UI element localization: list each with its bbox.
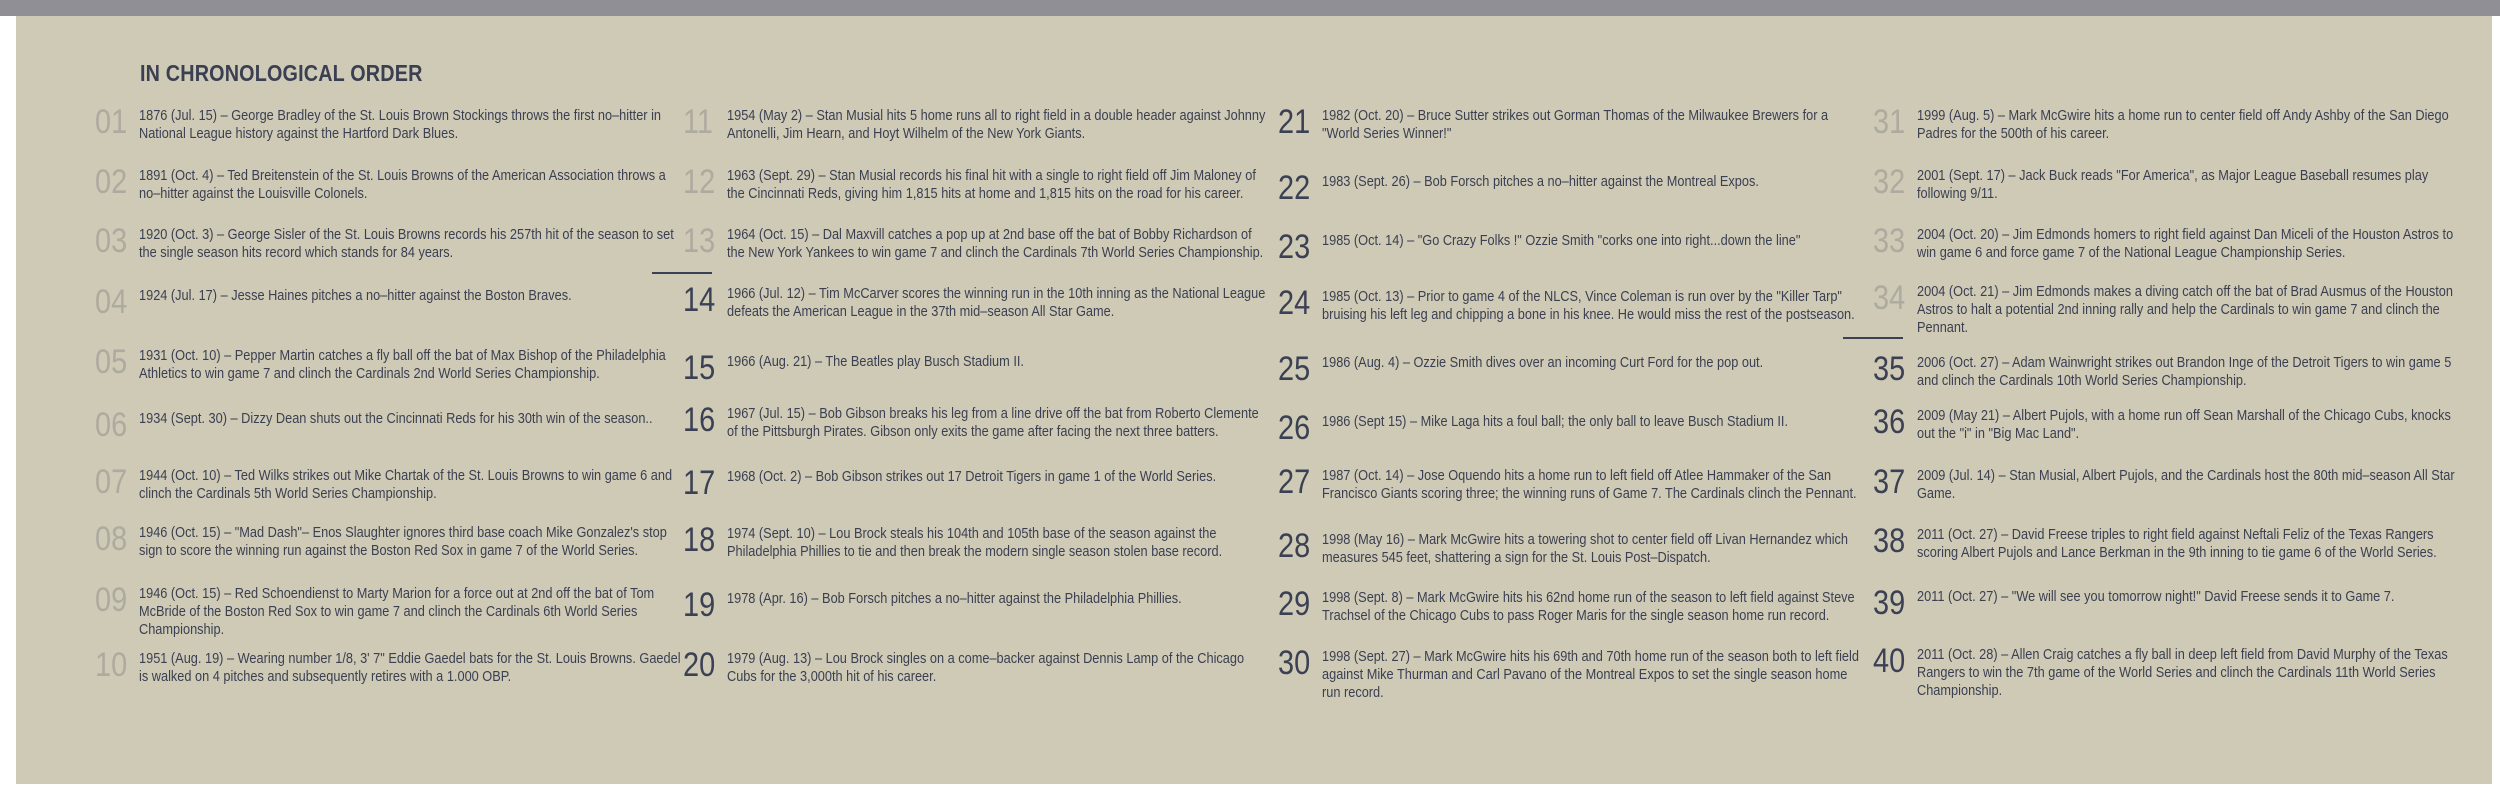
entry-text: 1966 (Aug. 21) – The Beatles play Busch Stadium II. (727, 354, 1024, 370)
top-bar (0, 0, 2500, 16)
entry-number: 13 (683, 222, 716, 260)
entry-number: 06 (95, 406, 128, 444)
era-divider (652, 272, 712, 274)
entry-number: 26 (1278, 409, 1311, 447)
entry-text: 1979 (Aug. 13) – Lou Brock singles on a come–backer against Dennis Lamp of the Chicago Cubs for the 3,000th hit of his career. (727, 651, 1245, 685)
entry-number: 10 (95, 646, 128, 684)
entry-text: 1946 (Oct. 15) – Red Schoendienst to Marty Marion for a force out at 2nd off the bat of Tom McBride of the Boston Red Sox to win game 7 and clinch the Cardinals 6th World Series Championship. (139, 586, 655, 638)
entry-text: 2004 (Oct. 20) – Jim Edmonds homers to right field against Dan Miceli of the Houston Astros to win game 6 and force game 7 of the National League Championship Series. (1917, 227, 2454, 261)
entry-text: 1985 (Oct. 14) – "Go Crazy Folks !" Ozzie Smith "corks one into right...down the line" (1322, 233, 1801, 249)
entry-number: 05 (95, 343, 128, 381)
entry-number: 03 (95, 222, 128, 260)
entry-text: 1999 (Aug. 5) – Mark McGwire hits a home run to center field off Andy Ashby of the San Diego Padres for the 500th of his career. (1917, 108, 2449, 142)
entry-text: 2011 (Oct. 27) – David Freese triples to right field against Neftali Feliz of the Texas Rangers scoring Albert Pujols and Lance Berkman in the 9th inning to tie game 6 of the World Series. (1917, 527, 2437, 561)
entry-text: 1951 (Aug. 19) – Wearing number 1/8, 3' 7" Eddie Gaedel bats for the St. Louis Browns. Gaedel is walked on 4 pitches and subsequently retires with a 1.000 OBP. (139, 651, 681, 685)
entry-text: 1966 (Jul. 12) – Tim McCarver scores the winning run in the 10th inning as the National League defeats the American League in the 37th mid–season All Star Game. (727, 286, 1266, 320)
entry-number: 01 (95, 103, 128, 141)
entry-text: 2006 (Oct. 27) – Adam Wainwright strikes out Brandon Inge of the Detroit Tigers to win game 5 and clinch the Cardinals 10th World Series Championship. (1917, 355, 2452, 389)
entry-text: 1983 (Sept. 26) – Bob Forsch pitches a no–hitter against the Montreal Expos. (1322, 174, 1759, 190)
entry-text: 1986 (Aug. 4) – Ozzie Smith dives over an incoming Curt Ford for the pop out. (1322, 355, 1764, 371)
entry-number: 20 (683, 646, 716, 684)
entry-number: 22 (1278, 169, 1311, 207)
entry-text: 2001 (Sept. 17) – Jack Buck reads "For America", as Major League Baseball resumes play following 9/11. (1917, 168, 2429, 202)
entry-number: 24 (1278, 284, 1311, 322)
entry-number: 27 (1278, 463, 1311, 501)
entry-text: 2011 (Oct. 27) – "We will see you tomorrow night!" David Freese sends it to Game 7. (1917, 589, 2395, 605)
entry-number: 36 (1873, 403, 1906, 441)
entry-text: 2009 (May 21) – Albert Pujols, with a home run off Sean Marshall of the Chicago Cubs, knocks out the "i" in "Big Mac Land". (1917, 408, 2451, 442)
entry-number: 12 (683, 163, 716, 201)
entry-number: 34 (1873, 279, 1906, 317)
entry-text: 1998 (Sept. 8) – Mark McGwire hits his 62nd home run of the season to left field against Steve Trachsel of the Chicago Cubs to pass Roger Maris for the single season home run record. (1322, 590, 1855, 624)
entry-text: 1968 (Oct. 2) – Bob Gibson strikes out 17 Detroit Tigers in game 1 of the World Series. (727, 469, 1217, 485)
entry-number: 35 (1873, 350, 1906, 388)
entry-text: 1946 (Oct. 15) – "Mad Dash"– Enos Slaughter ignores third base coach Mike Gonzalez's stop sign to score the winning run against the Boston Red Sox in game 7 of the World Series. (139, 525, 667, 559)
entry-number: 23 (1278, 228, 1311, 266)
entry-number: 08 (95, 520, 128, 558)
entry-number: 31 (1873, 103, 1906, 141)
entry-number: 39 (1873, 584, 1906, 622)
entry-text: 2004 (Oct. 21) – Jim Edmonds makes a diving catch off the bat of Brad Ausmus of the Houston Astros to halt a potential 2nd inning rally and help the Cardinals to win game 7 and clinch the Pennant. (1917, 284, 2453, 336)
entry-text: 1985 (Oct. 13) – Prior to game 4 of the NLCS, Vince Coleman is run over by the "Killer Tarp" bruising his left leg and chipping a bone in his knee. He would miss the rest of the postseason. (1322, 289, 1855, 323)
entry-text: 1924 (Jul. 17) – Jesse Haines pitches a no–hitter against the Boston Braves. (139, 288, 572, 304)
entry-text: 1967 (Jul. 15) – Bob Gibson breaks his leg from a line drive off the bat from Roberto Clemente of the Pittsburgh Pirates. Gibson only exits the game after facing the next three batters. (727, 406, 1259, 440)
entry-text: 1986 (Sept 15) – Mike Laga hits a foul ball; the only ball to leave Busch Stadium II. (1322, 414, 1789, 430)
entry-number: 16 (683, 401, 716, 439)
entry-text: 1954 (May 2) – Stan Musial hits 5 home runs all to right field in a double header against Johnny Antonelli, Jim Hearn, and Hoyt Wilhelm of the New York Giants. (727, 108, 1266, 142)
entry-number: 32 (1873, 163, 1906, 201)
entry-number: 38 (1873, 522, 1906, 560)
entry-number: 19 (683, 586, 716, 624)
entry-text: 2011 (Oct. 28) – Allen Craig catches a fly ball in deep left field from David Murphy of the Texas Rangers to win the 7th game of the World Series and clinch the Cardinals 11th World Series Championship. (1917, 647, 2448, 699)
entry-number: 02 (95, 163, 128, 201)
entry-number: 30 (1278, 644, 1311, 682)
entry-number: 07 (95, 463, 128, 501)
entry-text: 1964 (Oct. 15) – Dal Maxvill catches a pop up at 2nd base off the bat of Bobby Richardson of the New York Yankees to win game 7 and clinch the Cardinals 7th World Series Championship. (727, 227, 1264, 261)
entry-number: 25 (1278, 350, 1311, 388)
entry-number: 40 (1873, 642, 1906, 680)
entry-number: 11 (683, 103, 714, 141)
entry-text: 1891 (Oct. 4) – Ted Breitenstein of the St. Louis Browns of the American Association throws a no–hitter against the Louisville Colonels. (139, 168, 666, 202)
entry-text: 1876 (Jul. 15) – George Bradley of the St. Louis Brown Stockings throws the first no–hitter in National League history against the Hartford Dark Blues. (139, 108, 662, 142)
entry-number: 28 (1278, 527, 1311, 565)
entry-number: 37 (1873, 463, 1906, 501)
entry-text: 1974 (Sept. 10) – Lou Brock steals his 104th and 105th base of the season against the Philadelphia Phillies to tie and then break the modern single season stolen base record. (727, 526, 1223, 560)
entry-number: 09 (95, 581, 128, 619)
entry-number: 33 (1873, 222, 1906, 260)
entry-text: 2009 (Jul. 14) – Stan Musial, Albert Pujols, and the Cardinals host the 80th mid–season All Star Game. (1917, 468, 2455, 502)
entry-text: 1978 (Apr. 16) – Bob Forsch pitches a no–hitter against the Philadelphia Phillies. (727, 591, 1182, 607)
era-divider (1843, 337, 1903, 339)
entry-text: 1987 (Oct. 14) – Jose Oquendo hits a home run to left field off Atlee Hammaker of the San Francisco Giants scoring three; the winning runs of Game 7. The Cardinals clinch the Pennant. (1322, 468, 1857, 502)
entry-text: 1998 (Sept. 27) – Mark McGwire hits his 69th and 70th home run of the season both to left field against Mike Thurman and Carl Pavano of the Montreal Expos to set the single season home run record. (1322, 649, 1859, 701)
entry-number: 04 (95, 283, 128, 321)
entry-number: 17 (683, 464, 716, 502)
entry-text: 1944 (Oct. 10) – Ted Wilks strikes out Mike Chartak of the St. Louis Browns to win game 6 and clinch the Cardinals 5th World Series Championship. (139, 468, 673, 502)
page-title: IN CHRONOLOGICAL ORDER (140, 60, 423, 86)
entry-text: 1920 (Oct. 3) – George Sisler of the St. Louis Browns records his 257th hit of the season to set the single season hits record which stands for 84 years. (139, 227, 674, 261)
entry-text: 1998 (May 16) – Mark McGwire hits a towering shot to center field off Livan Hernandez which measures 545 feet, shattering a sign for the St. Louis Post–Dispatch. (1322, 532, 1849, 566)
entry-number: 21 (1278, 103, 1311, 141)
entry-text: 1963 (Sept. 29) – Stan Musial records his final hit with a single to right field off Jim Maloney of the Cincinnati Reds, giving him 1,815 hits at home and 1,815 hits on the road for his career. (727, 168, 1256, 202)
entry-text: 1982 (Oct. 20) – Bruce Sutter strikes out Gorman Thomas of the Milwaukee Brewers for a "World Series Winner!" (1322, 108, 1829, 142)
entry-number: 14 (683, 281, 716, 319)
entry-text: 1934 (Sept. 30) – Dizzy Dean shuts out the Cincinnati Reds for his 30th win of the season.. (139, 411, 653, 427)
entry-number: 18 (683, 521, 716, 559)
entry-text: 1931 (Oct. 10) – Pepper Martin catches a fly ball off the bat of Max Bishop of the Philadelphia Athletics to win game 7 and clinch the Cardinals 2nd World Series Championship. (139, 348, 666, 382)
entry-number: 15 (683, 349, 716, 387)
entry-number: 29 (1278, 585, 1311, 623)
